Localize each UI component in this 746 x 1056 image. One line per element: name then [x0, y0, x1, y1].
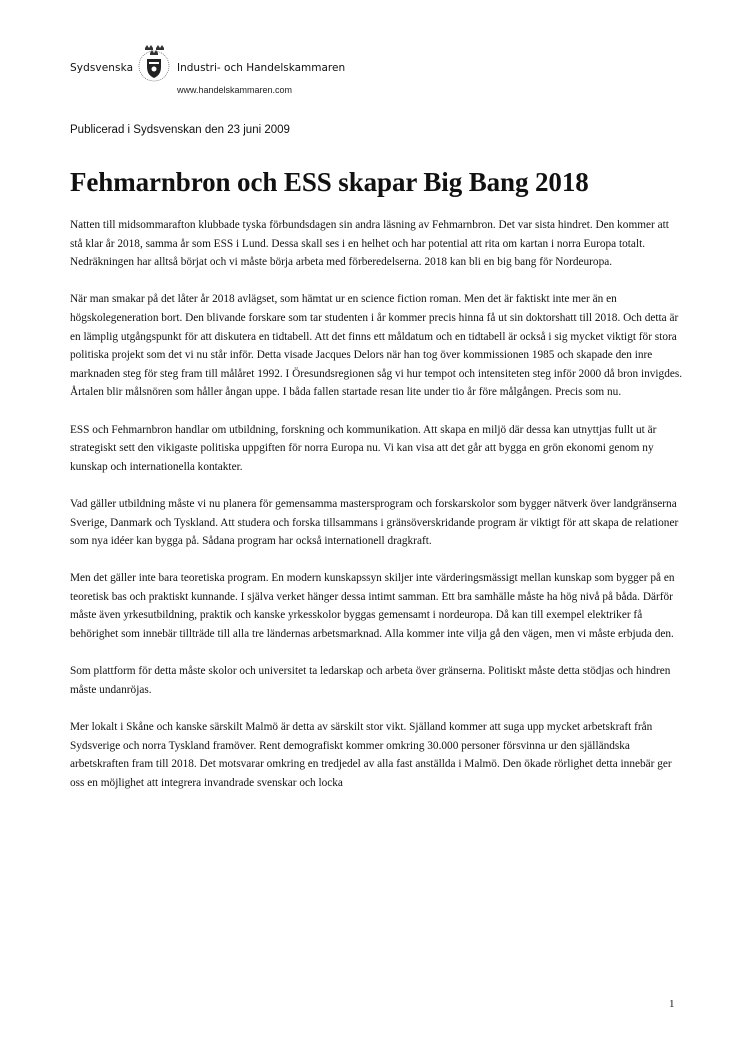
org-name-left: Sydsvenska: [70, 62, 134, 74]
paragraph: Som plattform för detta måste skolor och universitet ta ledarskap och arbeta över gränserna. Politiskt måste detta stödjas och hindren måste undanröjas.: [70, 665, 671, 696]
paragraph: Mer lokalt i Skåne och kanske särskilt Malmö är detta av särskilt stor vikt. Själland kommer att suga upp mycket arbetskraft från Sydsverige och norra Tyskland framöver. Rent demografiskt kommer omkring 30.000 personer försvinna ur den själländska arbetskraften fram till 2018. Det motsvarar omkring en tredjedel av alla fast anställda i Malmö. Den ökade rörlighet detta innebär ger oss en möjlighet att integrera invandrade svenskar och locka: [70, 721, 672, 789]
paragraph: När man smakar på det låter år 2018 avlägset, som hämtat ur en science fiction roman. Men det är faktiskt inte mer än en högskolegeneration bort. Den blivande forskare som tar studenten i år kommer precis hinna få ut sin doktorshatt till 2018. Och detta är en lämplig utgångspunkt för att diskutera en tidtabell. Att det finns ett måldatum och en tidtabell är också i sig mycket viktigt för stora politiska projekt som det vi nu står inför. Detta visade Jacques Delors när han tog över kommissionen 1985 och skapade den inre marknaden steg för steg fram till målåret 1992. I Öresundsregionen såg vi hur tempot och intensiteten steg inför 2000 då bron invigdes. Årtalen blir målsnören som håller ångan uppe. I båda fallen startade resan lite under tio år före målgången. Precis som nu.: [70, 293, 683, 399]
page-number: 1: [669, 998, 675, 1010]
paragraph: ESS och Fehmarnbron handlar om utbildning, forskning och kommunikation. Att skapa en miljö där dessa kan utnyttjas fullt ut är strategiskt sett den vikigaste politiska uppgiften för norra Europa nu. Vi kan visa att det går att bygga en grön ekonomi genom ny kunskap och internationella kontakter.: [70, 423, 657, 473]
crest-icon: [133, 42, 175, 84]
article-title: Fehmarnbron och ESS skapar Big Bang 2018: [70, 167, 589, 197]
paragraph: Men det gäller inte bara teoretiska program. En modern kunskapssyn skiljer inte värderingsmässigt mellan kunskap som bygger på en teoretisk bas och praktiskt kunnande. I själva verket hänger dessa intimt samman. Ett bra samhälle måste ha hög nivå på båda. Därför måste även yrkesutbildning, praktik och kanske yrkesskolor byggas gemensamt i nordeuropa. Då kan till exempel elektriker få behörighet som innebär tillträde till alla tre ländernas arbetsmarknad. Alla kommer inte vilja gå den vägen, men vi måste erbjuda den.: [70, 572, 675, 641]
paragraph: Vad gäller utbildning måste vi nu planera för gemensamma mastersprogram och forskarskolor som bygger nätverk över landgränserna Sverige, Danmark och Tyskland. Att studera och forska tillsammans i gränsöverskridande program är viktigt för att skapa de relationer som nya idéer kan bygga på. Sådana program har också internationell dragkraft.: [70, 497, 679, 548]
paragraph: Natten till midsommarafton klubbade tyska förbundsdagen sin andra läsning av Fehmarnbron. Det var sista hindret. Den kommer att stå klar år 2018, samma år som ESS i Lund. Dessa skall ses i en helhet och har potential att rita om kartan i norra Europa totalt. Nedräkningen har alltså börjat och vi måste börja arbeta med förberedelserna. 2018 kan bli en big bang för Nordeuropa.: [70, 219, 669, 269]
org-name-right: Industri- och Handelskammaren: [177, 62, 346, 74]
article-body: [70, 216, 684, 811]
website-url: www.handelskammaren.com: [177, 85, 293, 95]
publication-line: Publicerad i Sydsvenskan den 23 juni 2009: [70, 124, 290, 136]
letterhead-logo: [70, 42, 430, 78]
